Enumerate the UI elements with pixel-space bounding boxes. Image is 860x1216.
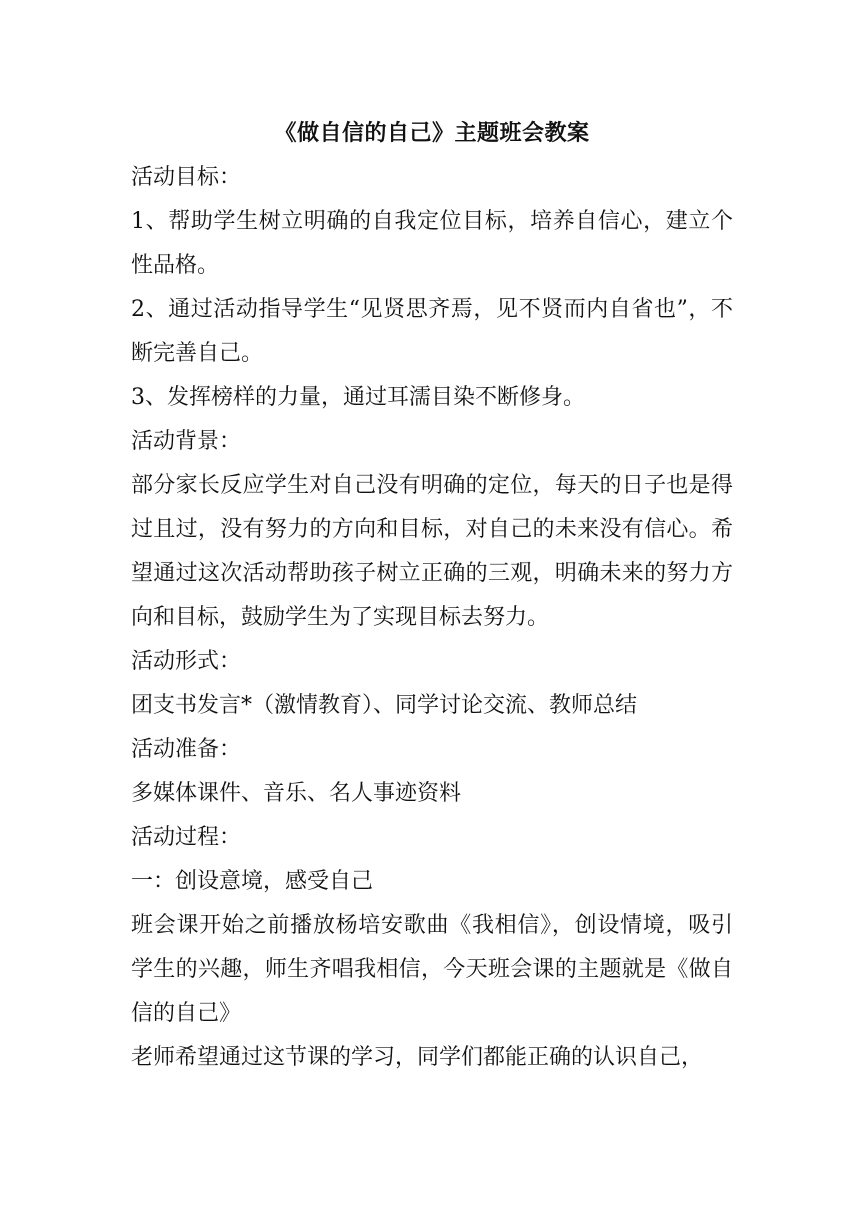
step1-paragraph-2: 老师希望通过这节课的学习，同学们都能正确的认识自己， xyxy=(131,1045,704,1070)
document-title: 《做自信的自己》主题班会教案 xyxy=(274,121,590,146)
goal-item-3: 3、发挥榜样的力量，通过耳濡目染不断修身。 xyxy=(131,385,585,410)
prep-paragraph: 多媒体课件、音乐、名人事迹资料 xyxy=(131,781,462,806)
goal-item-1: 1、帮助学生树立明确的自我定位目标，培养自信心，建立个性品格。 xyxy=(131,209,733,278)
goal-item-2: 2、通过活动指导学生“见贤思齐焉，见不贤而内自省也”，不断完善自己。 xyxy=(131,297,733,366)
form-heading: 活动形式： xyxy=(131,649,242,674)
process-heading: 活动过程： xyxy=(131,825,242,850)
form-paragraph: 团支书发言*（激情教育）、同学讨论交流、教师总结 xyxy=(131,693,638,718)
background-heading: 活动背景： xyxy=(131,429,242,454)
background-paragraph: 部分家长反应学生对自己没有明确的定位，每天的日子也是得过且过，没有努力的方向和目标，对自己的未来没有信心。希望通过这次活动帮助孩子树立正确的三观，明确未来的努力方向和目标，鼓励学生为了实现目标去努力。 xyxy=(131,473,733,630)
goals-heading: 活动目标： xyxy=(131,165,242,190)
document-body xyxy=(131,112,733,1080)
step1-heading: 一：创设意境，感受自己 xyxy=(131,869,374,894)
prep-heading: 活动准备： xyxy=(131,737,242,762)
step1-paragraph: 班会课开始之前播放杨培安歌曲《我相信》，创设情境，吸引学生的兴趣，师生齐唱我相信，今天班会课的主题就是《做自信的自己》 xyxy=(131,913,733,1026)
